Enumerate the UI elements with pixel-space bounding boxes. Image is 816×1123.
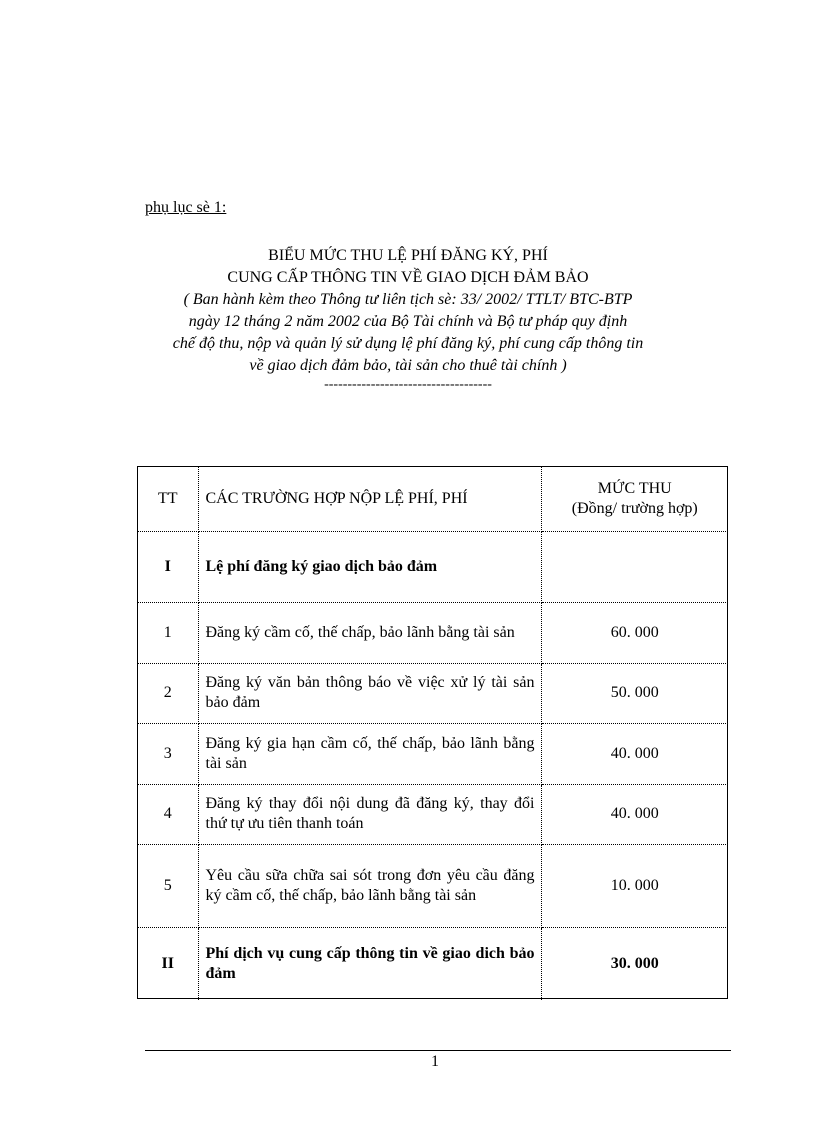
subtitle-line-3: chế độ thu, nộp và quản lý sử dụng lệ phí đăng ký, phí cung cấp thông tin [172,335,644,352]
row-tt: 4 [138,784,198,844]
title-separator: ------------------------------------ [324,377,492,392]
table-row [138,784,728,844]
header-fee [541,467,728,531]
row-tt: 2 [138,663,198,723]
table-row [138,844,728,927]
row-description: Đăng ký cầm cố, thế chấp, bảo lãnh bằng tài sản [198,602,541,663]
table-header-row [138,467,728,531]
row-tt: 5 [138,844,198,927]
header-fee-line-1: MỨC THU [597,479,672,497]
header-tt: TT [138,467,198,531]
row-description: Lệ phí đăng ký giao dịch bảo đảm [198,531,541,602]
table-row [138,531,728,602]
row-fee [541,531,728,602]
row-description: Đăng ký văn bản thông báo về việc xử lý tài sản bảo đảm [198,663,541,723]
row-tt: I [138,531,198,602]
subtitle-line-2: ngày 12 tháng 2 năm 2002 của Bộ Tài chính và Bộ tư pháp quy định [188,313,628,330]
row-fee: 40. 000 [541,723,728,784]
row-fee: 40. 000 [541,784,728,844]
row-tt: II [138,927,198,1000]
row-fee: 60. 000 [541,602,728,663]
table-row [138,663,728,723]
row-description: Đăng ký thay đổi nội dung đã đăng ký, thay đổi thứ tự ưu tiên thanh toán [198,784,541,844]
subtitle-line-1: ( Ban hành kèm theo Thông tư liên tịch sè: 33/ 2002/ TTLT/ BTC-BTP [183,291,633,308]
row-fee: 30. 000 [610,954,659,972]
footer-divider [145,1050,731,1051]
appendix-label: phụ lục sè 1: [145,199,227,216]
table-row [138,602,728,663]
row-description: Yêu cầu sữa chữa sai sót trong đơn yêu cầu đăng ký cầm cố, thế chấp, bảo lãnh bằng tài sản [198,844,541,927]
row-description: Đăng ký gia hạn cầm cố, thế chấp, bảo lãnh bằng tài sản [198,723,541,784]
page-number: 1 [431,1053,439,1070]
table-row [138,723,728,784]
row-description: Phí dịch vụ cung cấp thông tin về giao dich bảo đảm [198,927,541,1000]
fee-table [138,467,728,1000]
subtitle-line-4: về giao dịch đảm bảo, tài sản cho thuê tài chính ) [249,357,567,374]
row-tt: 3 [138,723,198,784]
header-fee-line-2: (Đồng/ trường hợp) [571,499,698,517]
document-title-line-2: CUNG CẤP THÔNG TIN VỀ GIAO DỊCH ĐẢM BẢO [227,269,589,286]
row-fee: 10. 000 [541,844,728,927]
document-title-line-1: BIỂU MỨC THU LỆ PHÍ ĐĂNG KÝ, PHÍ [268,247,548,264]
row-fee: 50. 000 [541,663,728,723]
row-tt: 1 [138,602,198,663]
header-cases: CÁC TRƯỜNG HỢP NỘP LỆ PHÍ, PHÍ [198,467,541,531]
table-row [138,927,728,1000]
title-block [108,245,708,392]
